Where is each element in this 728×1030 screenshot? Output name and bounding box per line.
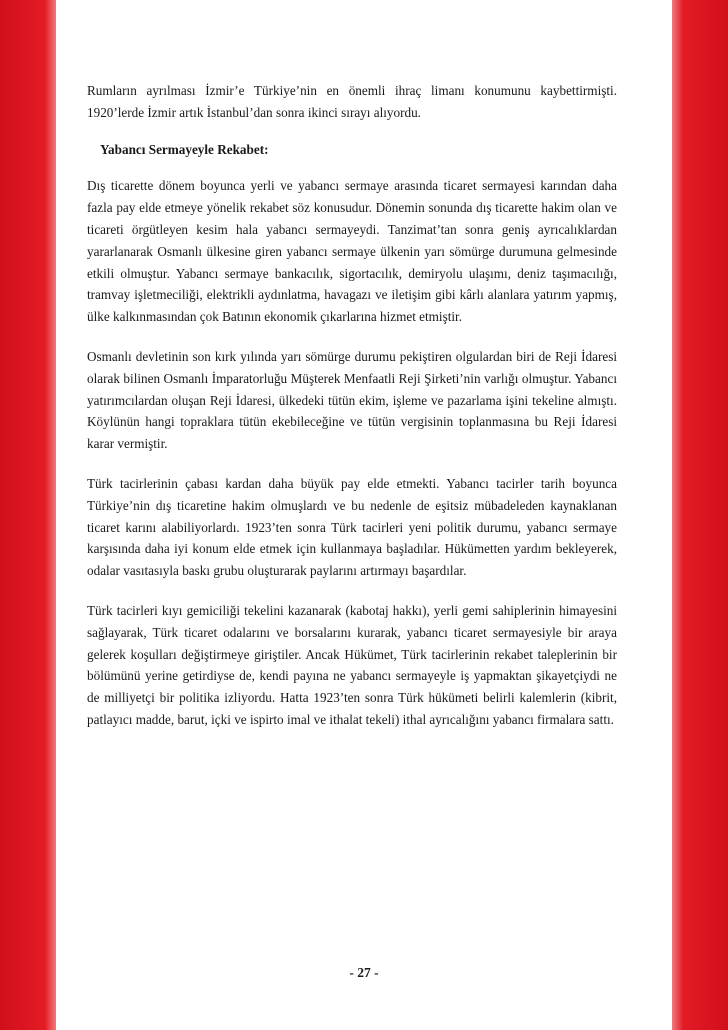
page [56,0,672,1030]
paragraph-3: Türk tacirlerinin çabası kardan daha büyük pay elde etmekti. Yabancı tacirler tarih boyunca Türkiye’nin dış ticaretine hakim olmuşlardı ve bu nedenle de eşitsiz mübadeleden kaynaklanan ticaret karını alabiliyorlardı. 1923’ten sonra Türk tacirleri yeni politik durumu, yabancı sermaye karşısında daha iyi konum elde etmek için kullanmaya başladılar. Hükümetten yardım bekleyerek, odalar vasıtasıyla baskı grubu oluşturarak paylarını artırmayı başardılar. [87,475,617,579]
left-red-border [0,0,56,1030]
page-content [87,80,617,749]
intro-paragraph: Rumların ayrılması İzmir’e Türkiye’nin en önemli ihraç limanı konumunu kaybettirmişti. 1920’lerde İzmir artık İstanbul’dan sonra ikinci sırayı alıyordu. [87,83,617,120]
page-number: - 27 - [349,965,379,980]
section-heading: Yabancı Sermayeyle Rekabet: [100,141,269,157]
paragraph-2: Osmanlı devletinin son kırk yılında yarı sömürge durumu pekiştiren olgulardan biri de Reji İdaresi olarak bilinen Osmanlı İmparatorluğu Müşterek Menfaatli Reji Şirketi’nin varlığı olmuştur. Yabancı yatırımcılardan oluşan Reji İdaresi, ülkedeki tütün ekim, işleme ve pazarlama işini tekeline almıştı. Köylünün hangi topraklara tütün ekebileceğine ve tütün vergisinin toplanmasına bu Reji İdaresi karar vermiştir. [87,348,617,452]
right-red-border [672,0,728,1030]
paragraph-4: Türk tacirleri kıyı gemiciliği tekelini kazanarak (kabotaj hakkı), yerli gemi sahiplerinin himayesini sağlayarak, Türk ticaret odalarını ve borsalarını kurarak, yabancı ticaret sermayesiyle bir araya gelerek koşulları değiştirmeye giriştiler. Ancak Hükümet, Türk tacirlerinin rekabet taleplerinin bir bölümünü yerine getirdiyse de, kendi payına ne yabancı sermayeyle iş yapmaktan şikayetçiydi ne de milliyetçi bir politika izliyordu. Hatta 1923’ten sonra Türk hükümeti belirli kalemlerin (kibrit, patlayıcı madde, barut, içki ve ispirto imal ve ithalat tekeli) ithal ayrıcalığını yabancı firmalara sattı. [87,602,617,727]
paragraph-1: Dış ticarette dönem boyunca yerli ve yabancı sermaye arasında ticaret sermayesi karından daha fazla pay elde etmeye yönelik rekabet söz konusudur. Dönemin sonunda dış ticarette hakim olan ve ticareti örgütleyen kesim hala yabancı sermayeydi. Tanzimat’tan sonra geniş ayrıcalıklardan yararlanarak Osmanlı ülkesine giren yabancı sermaye ülkenin yarı sömürge durumuna gelmesinde etkili olmuştur. Yabancı sermaye bankacılık, sigortacılık, demiryolu ulaşımı, deniz taşımacılığı, tramvay işletmeciliği, elektrikli aydınlatma, havagazı ve iletişim gibi kârlı alanlara yatırım yapmış, ülke kalkınmasından çok Batının ekonomik çıkarlarına hizmet etmiştir. [87,178,617,325]
